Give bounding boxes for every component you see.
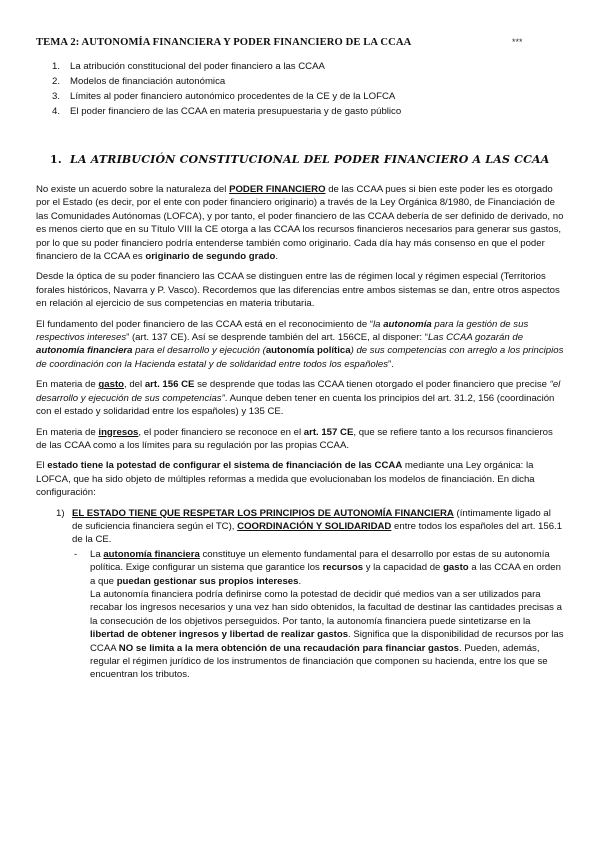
emphasis-text: recursos [322, 562, 364, 574]
emphasis-text: autonomía [383, 318, 432, 330]
toc-label: La atribución constitucional del poder financiero a las CCAA [70, 61, 325, 72]
document-body [36, 183, 564, 682]
text-run: En materia de [36, 426, 99, 438]
text-run: se desprende que todas las CCAA tienen otorgado el poder financiero que precise [194, 379, 550, 391]
emphasis-text: libertad de obtener ingresos y libertad de realizar gastos [90, 629, 349, 641]
text-run: El [36, 460, 48, 472]
emphasis-text: PODER FINANCIERO [229, 184, 326, 195]
stars-mark: *** [512, 37, 523, 47]
sub-list-item [74, 548, 564, 682]
section-title: LA ATRIBUCIÓN CONSTITUCIONAL DEL PODER FINANCIERO A LAS CCAA [70, 153, 550, 166]
text-run: ” (art. 137 CE). Así se desprende también del art. 156CE, al disponer: “ [126, 332, 428, 344]
emphasis-text: gasto [98, 379, 124, 391]
emphasis-text: ingresos [98, 426, 139, 438]
toc-number: 1. [52, 61, 61, 72]
list-dash: - [74, 548, 78, 560]
toc-item [52, 59, 552, 74]
list-item [56, 507, 564, 547]
text-run: . Pueden, además, regular el régimen jurídico de los instrumentos de financiación que componen su hacienda, entre los que se encuentran los tributos. [90, 642, 548, 681]
text-run: En materia de [36, 379, 99, 391]
text-run: La [90, 548, 104, 560]
section-number: 1. [50, 153, 62, 166]
emphasis-text: puedan gestionar sus propios intereses [116, 575, 299, 587]
text-run: , que se refiere tanto a los recursos financieros de las CCAA como a los límites para su regulación por las propias CCAA. [36, 426, 553, 451]
text-run: a las CCAA en orden a que [90, 562, 561, 587]
toc-item [52, 89, 552, 104]
text-run: No existe un acuerdo sobre la naturaleza del [36, 184, 230, 195]
emphasis-text: art. 156 CE [144, 379, 195, 391]
text-run: (íntimamente ligado al de suficiencia financiera según el TC), [72, 507, 551, 532]
text-run: . Significa que la disponibilidad de recursos por las CCAA [90, 629, 564, 654]
text-run: La autonomía financiera podría definirse como la potestad de decidir qué medios van a ser utilizados para recabar los ingresos necesarios y una vez han sido obtenidos, la facultad de destinar las cantidades precisas a la consecución de los objetivos perseguidos. Por tanto, la autonomía financiera puede sintetizarse en la [90, 588, 562, 627]
list-number: 1) [56, 507, 65, 519]
text-run: mediante una Ley orgánica: la LOFCA, que ha sido objeto de múltiples reformas a medida que evolucionaban los modelos de financiación. En dicha configuración: [36, 460, 535, 499]
text-run: de las CCAA pues si bien este poder les es otorgado por el Estado (es decir, por el ente con poder financiero originario) a través de la Ley Orgánica 8/1980, de Financiación de las Comunidades Autónomas (LOFCA), y por tanto, el poder financiero de las CCAA debería de ser definido de derivado, no es menos cierto que en su Título VIII la CE otorga a las CCAA los recursos financieros necesarios para generar sus gastos, por lo que su poder financiero podría entenderse también como originario. Cada día hay más consenso en que el poder financiero de la CCAA es [36, 184, 564, 263]
text-run: . [275, 251, 279, 263]
emphasis-text: EL ESTADO TIENE QUE RESPETAR LOS PRINCIPIOS DE AUTONOMÍA FINANCIERA [72, 507, 454, 519]
section-heading [50, 153, 550, 166]
italic-text: “el desarrollo y ejecución de sus competencias” [36, 379, 561, 404]
text-run: . Aunque deben tener en cuenta los principios del art. 31.2, 156 (coordinación con el estado y solidaridad entre los españoles) y 135 CE. [36, 392, 555, 418]
emphasis-text: autonomía política [265, 345, 351, 357]
table-of-contents [52, 59, 552, 119]
toc-label: Límites al poder financiero autonómico procedentes de la CE y de la LOFCA [70, 91, 396, 102]
text-run: , del [124, 379, 145, 391]
paragraph-potestad [36, 459, 564, 499]
italic-text: ) de sus competencias con arreglo a los principios de coordinación con la Hacienda estatal y de solidaridad entre todos los españoles [36, 345, 564, 370]
emphasis-text: autonomía financiera [103, 548, 200, 560]
emphasis-text: autonomía financiera [36, 345, 133, 357]
toc-label: El poder financiero de las CCAA en materia presupuestaria y de gasto público [70, 106, 402, 117]
text-run: , el poder financiero se reconoce en el [138, 426, 304, 438]
text-run: ”. [388, 358, 394, 370]
text-run: El fundamento del poder financiero de las CCAA está en el reconocimiento de “ [36, 318, 374, 330]
text-run: constituye un elemento fundamental para el desarrollo por estas de su autonomía política. Exige configurar un sistema que garantice los [90, 548, 550, 574]
emphasis-text: gasto [443, 562, 469, 574]
text-run: y la capacidad de [363, 562, 444, 574]
text-run: entre todos los españoles del art. 156.1 de la CE. [72, 520, 563, 546]
text-run: . [298, 575, 302, 587]
toc-number: 2. [52, 76, 61, 87]
paragraph-fundamento [36, 318, 564, 372]
toc-number: 3. [52, 91, 61, 102]
paragraph-poder-financiero [36, 183, 564, 263]
toc-item [52, 104, 552, 119]
emphasis-text: originario de segundo grado [145, 251, 276, 263]
italic-text: para la gestión de sus respectivos intereses [36, 318, 529, 344]
emphasis-text: COORDINACIÓN Y SOLIDARIDAD [237, 520, 392, 532]
italic-text: la [373, 318, 384, 330]
italic-text: Las CCAA gozarán de [427, 332, 524, 344]
italic-text: para el desarrollo y ejecución ( [132, 345, 266, 357]
toc-label: Modelos de financiación autonómica [70, 76, 226, 87]
paragraph-ingresos [36, 426, 564, 453]
emphasis-text: art. 157 CE [303, 426, 354, 438]
toc-item [52, 74, 552, 89]
emphasis-text: estado tiene la potestad de configurar el sistema de financiación de las CCAA [47, 460, 403, 472]
list-item-body [72, 507, 564, 547]
paragraph-gasto [36, 378, 564, 418]
sub-list-item-body [90, 548, 564, 682]
toc-number: 4. [52, 106, 61, 117]
document-title: TEMA 2: AUTONOMÍA FINANCIERA Y PODER FINANCIERO DE LA CCAA [36, 37, 412, 48]
emphasis-text: NO se limita a la mera obtención de una recaudación para financiar gastos [118, 642, 459, 654]
paragraph-regimen: Desde la óptica de su poder financiero las CCAA se distinguen entre las de régimen local y régimen especial (Territorios forales históricos, Navarra y P. Vasco). Recordemos que las diferencias entre ambos sistemas se dan, entre otros aspectos en relación al ejercicio de sus competencias en materia tributaria. [36, 271, 560, 310]
